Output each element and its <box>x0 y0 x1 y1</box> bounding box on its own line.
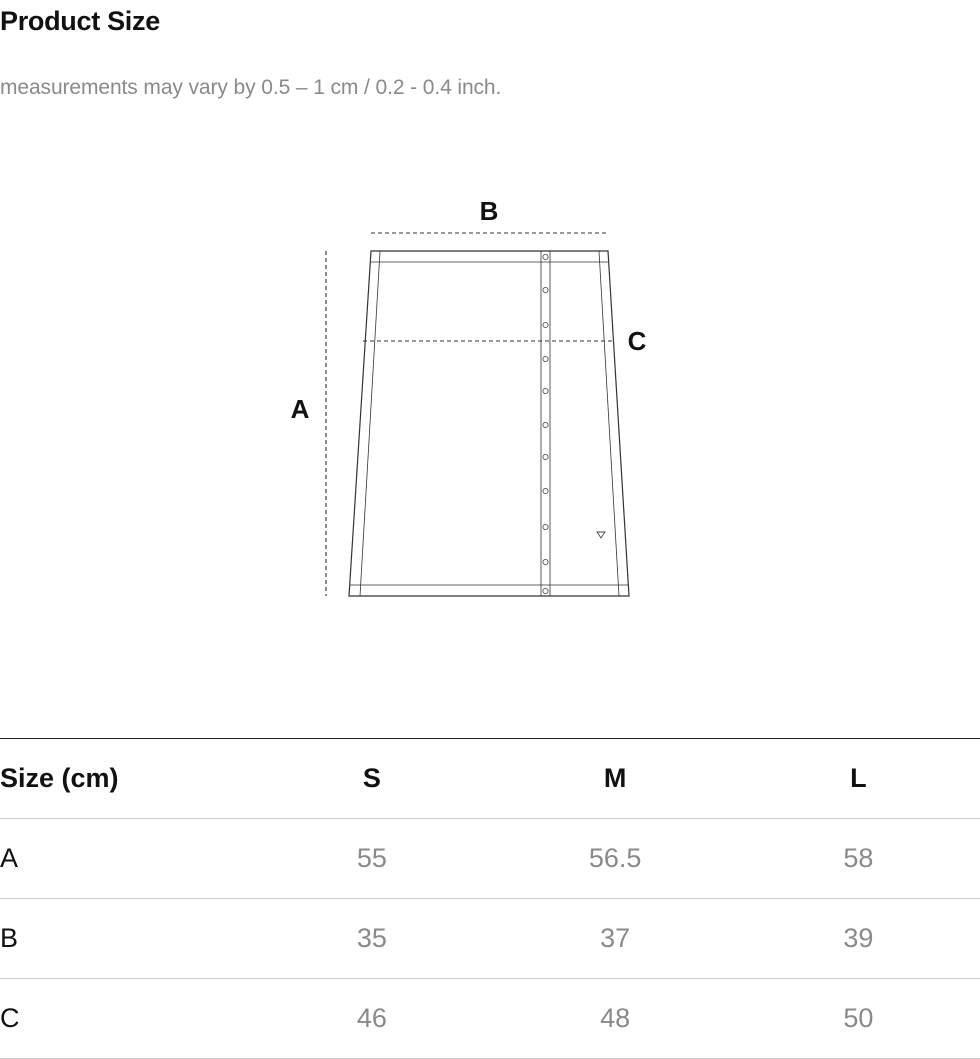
cell-b-m: 37 <box>493 899 736 979</box>
cell-a-m: 56.5 <box>493 819 736 899</box>
cell-a-l: 58 <box>737 819 980 899</box>
cell-c-l: 50 <box>737 979 980 1059</box>
skirt-outline <box>349 251 629 596</box>
table-header-row <box>0 739 980 819</box>
table-header-label: Size (cm) <box>0 739 250 819</box>
row-label-c: C <box>0 979 250 1059</box>
cell-c-m: 48 <box>493 979 736 1059</box>
button <box>543 287 548 292</box>
triangle-logo-icon <box>597 532 605 538</box>
column-header-s: S <box>250 739 493 819</box>
dimension-label-b: B <box>479 196 499 226</box>
button <box>543 588 548 593</box>
left-side-seam <box>360 251 380 596</box>
dimension-label-a: A <box>290 394 310 424</box>
cell-a-s: 55 <box>250 819 493 899</box>
button <box>543 488 548 493</box>
button <box>543 322 548 327</box>
button <box>543 254 548 259</box>
right-side-seam <box>599 251 619 596</box>
button-column <box>543 254 548 593</box>
row-label-a: A <box>0 819 250 899</box>
measurement-note: measurements may vary by 0.5 – 1 cm / 0.2 - 0.4 inch. <box>0 76 502 99</box>
page-title: Product Size <box>0 6 160 36</box>
table-row <box>0 819 980 899</box>
cell-b-l: 39 <box>737 899 980 979</box>
cell-c-s: 46 <box>250 979 493 1059</box>
size-table <box>0 738 980 1059</box>
button <box>543 356 548 361</box>
button <box>543 422 548 427</box>
button <box>543 524 548 529</box>
button <box>543 559 548 564</box>
dimension-label-c: C <box>627 326 647 356</box>
column-header-m: M <box>493 739 736 819</box>
button <box>543 388 548 393</box>
button <box>543 454 548 459</box>
table-row <box>0 979 980 1059</box>
column-header-l: L <box>737 739 980 819</box>
cell-b-s: 35 <box>250 899 493 979</box>
table-row <box>0 899 980 979</box>
row-label-b: B <box>0 899 250 979</box>
